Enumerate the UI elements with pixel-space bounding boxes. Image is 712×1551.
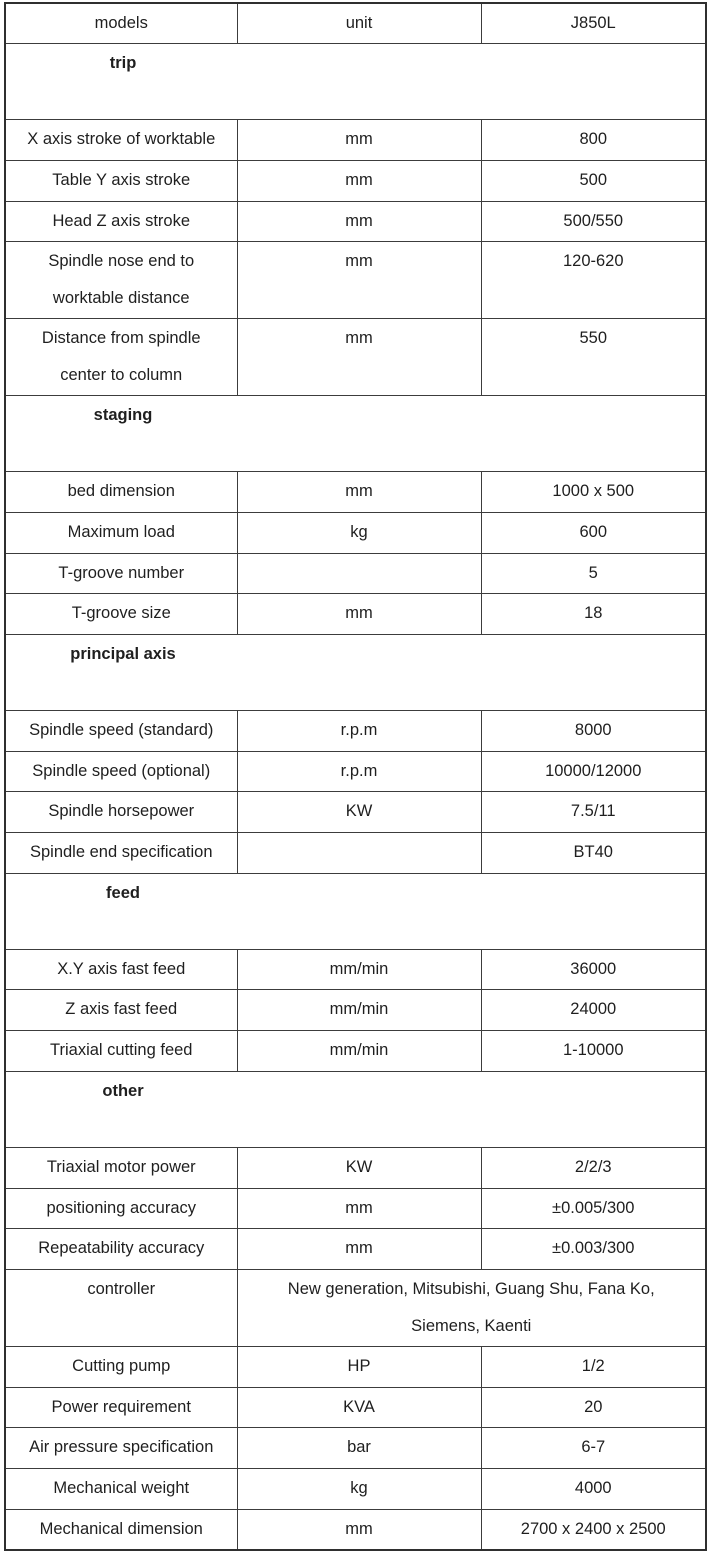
spec-label-cell [5,751,237,792]
table-row [5,990,706,1031]
spec-label-line: Spindle speed (standard) [29,721,214,739]
spec-label-cell [5,1468,237,1509]
spec-value-cell [481,319,706,396]
spec-label-line: X axis stroke of worktable [27,130,216,149]
spec-label-line: Triaxial cutting feed [50,1041,193,1060]
section-cell [5,635,706,711]
spec-value-cell [481,751,706,792]
spec-label-line: Spindle nose end to [48,252,195,271]
spec-label-cell [5,1147,237,1188]
spec-unit-cell: HP [237,1346,481,1387]
spec-label-cell [5,792,237,833]
spec-label-line: Cutting pump [72,1356,171,1375]
spec-value-cell [481,512,706,553]
spec-unit-cell: mm [237,160,481,201]
table-row [5,792,706,833]
spec-label-line: Maximum load [67,522,175,541]
spec-value-cell [481,1031,706,1072]
spec-value-cell [481,711,706,752]
table-row [5,1229,706,1270]
spec-value-line: 2/2/3 [574,1157,612,1176]
spec-label-line: worktable distance [52,289,190,308]
table-row [5,1031,706,1072]
section-label: principal axis [70,645,176,663]
spec-table-body [5,3,706,1550]
spec-value-line: New generation, Mitsubishi, Guang Shu, Fana Ko, [287,1279,655,1298]
section-row [5,873,706,949]
spec-label-line: Mechanical weight [53,1478,190,1497]
spec-value-cell [481,1509,706,1550]
table-row [5,594,706,635]
spec-value-line: 120-620 [562,252,624,271]
spec-value-line: 24000 [570,1000,617,1019]
spec-label-line: Spindle end specification [29,843,213,862]
spec-value-line: 550 [579,329,608,348]
spec-label-line: Mechanical dimension [39,1519,203,1538]
spec-label-cell [5,553,237,594]
spec-value-cell [481,160,706,201]
spec-unit-cell: KW [237,1147,481,1188]
spec-unit-cell [237,833,481,874]
spec-label-line: Spindle speed (optional) [32,761,211,780]
table-row [5,553,706,594]
spec-unit-cell: r.p.m [237,711,481,752]
spec-label-line: Triaxial motor power [46,1157,196,1176]
spec-table [4,2,707,1551]
table-row [5,1509,706,1550]
spec-value-cell [481,553,706,594]
spec-value-line: 18 [584,604,603,623]
spec-value-line: 4000 [574,1478,612,1497]
spec-value-line: 20 [584,1397,603,1416]
spec-label-cell [5,1428,237,1469]
header-cell-models: models [5,3,237,44]
spec-value-cell [481,1147,706,1188]
spec-label-cell [5,711,237,752]
header-row [5,3,706,44]
spec-label-line: Spindle horsepower [48,802,195,821]
spec-unit-cell: KVA [237,1387,481,1428]
header-cell-unit: unit [237,3,481,44]
spec-label-line: Power requirement [51,1397,191,1416]
spec-unit-cell: mm/min [237,1031,481,1072]
spec-label-line: Repeatability accuracy [38,1239,205,1258]
spec-label-cell [5,594,237,635]
section-cell [5,396,706,472]
spec-value-cell [481,833,706,874]
spec-label-cell [5,1188,237,1229]
spec-value-line: 500 [579,170,608,189]
spec-value-cell [481,201,706,242]
spec-label-line: Table Y axis stroke [52,170,191,189]
section-label: staging [93,406,153,425]
spec-label-cell [5,1229,237,1270]
spec-unit-cell: mm [237,1509,481,1550]
spec-value-cell [481,1346,706,1387]
spec-value-line: ±0.003/300 [552,1239,635,1258]
spec-table-container [4,2,707,1551]
table-row [5,512,706,553]
spec-unit-cell [237,553,481,594]
spec-label-line: center to column [60,366,183,385]
table-row [5,160,706,201]
spec-unit-cell: kg [237,512,481,553]
spec-unit-cell: mm/min [237,990,481,1031]
spec-unit-cell: mm [237,242,481,319]
section-cell [5,1071,706,1147]
table-row [5,711,706,752]
spec-merged-value-cell [237,1269,706,1346]
spec-label-cell [5,319,237,396]
spec-unit-cell: bar [237,1428,481,1469]
table-row [5,319,706,396]
spec-label-line: Air pressure specification [29,1438,214,1457]
spec-label-line: T-groove size [71,604,171,623]
section-row [5,635,706,711]
spec-value-cell [481,472,706,513]
spec-label-cell [5,160,237,201]
section-row [5,396,706,472]
section-cell [5,44,706,120]
table-row [5,833,706,874]
spec-unit-cell: mm [237,1229,481,1270]
section-cell [5,873,706,949]
spec-label-cell [5,1269,237,1346]
spec-unit-cell: mm [237,319,481,396]
spec-value-line: ±0.005/300 [552,1198,635,1217]
spec-value-cell [481,792,706,833]
spec-label-cell [5,1031,237,1072]
spec-unit-cell: mm [237,201,481,242]
spec-value-line: 36000 [570,959,617,978]
spec-label-line: Head Z axis stroke [52,211,191,230]
table-row [5,1387,706,1428]
spec-value-line: 600 [579,522,608,541]
spec-value-line: 2700 x 2400 x 2500 [520,1519,666,1538]
spec-unit-cell: mm [237,472,481,513]
spec-label-line: T-groove number [58,563,185,582]
spec-value-cell [481,1188,706,1229]
spec-value-cell [481,990,706,1031]
spec-label-cell [5,201,237,242]
spec-label-line: positioning accuracy [46,1198,196,1217]
spec-label-cell [5,1387,237,1428]
spec-label-cell [5,990,237,1031]
spec-value-line: 1/2 [581,1356,605,1375]
spec-unit-cell: mm/min [237,949,481,990]
spec-value-line: 10000/12000 [545,761,642,780]
spec-value-cell [481,1387,706,1428]
spec-label-cell [5,949,237,990]
table-row [5,1188,706,1229]
spec-label-line: X.Y axis fast feed [57,959,186,978]
spec-value-line: 6-7 [581,1438,606,1457]
table-row [5,1269,706,1346]
spec-label-cell [5,1509,237,1550]
spec-value-cell [481,949,706,990]
spec-value-cell [481,120,706,161]
spec-unit-cell: r.p.m [237,751,481,792]
spec-value-line: 800 [579,130,608,149]
spec-value-line: 500/550 [563,211,624,230]
section-row [5,1071,706,1147]
spec-value-line: 1000 x 500 [552,482,635,501]
spec-label-cell [5,120,237,161]
section-label: other [102,1081,144,1100]
spec-label-line: Distance from spindle [41,329,201,348]
spec-value-line: BT40 [573,843,613,862]
spec-label-line: controller [87,1279,156,1298]
spec-label-cell [5,1346,237,1387]
table-row [5,1147,706,1188]
spec-unit-cell: mm [237,594,481,635]
spec-value-cell [481,1229,706,1270]
header-cell-model-value: J850L [481,3,706,44]
table-row [5,472,706,513]
table-row [5,201,706,242]
spec-value-cell [481,242,706,319]
spec-value-line: Siemens, Kaenti [411,1316,532,1335]
spec-unit-cell: mm [237,1188,481,1229]
spec-unit-cell: kg [237,1468,481,1509]
spec-value-line: 8000 [574,721,612,739]
table-row [5,949,706,990]
spec-value-line: 5 [588,563,598,582]
spec-label-cell [5,472,237,513]
table-row [5,1428,706,1469]
section-row [5,44,706,120]
section-label: feed [106,883,140,902]
table-row [5,120,706,161]
section-label: trip [109,54,137,73]
spec-unit-cell: mm [237,120,481,161]
spec-label-cell [5,833,237,874]
spec-label-line: Z axis fast feed [65,1000,178,1019]
spec-value-cell [481,1428,706,1469]
table-row [5,751,706,792]
table-row [5,242,706,319]
spec-value-cell [481,594,706,635]
spec-label-cell [5,242,237,319]
spec-value-line: 1-10000 [562,1041,624,1060]
spec-value-line: 7.5/11 [570,802,616,821]
spec-unit-cell: KW [237,792,481,833]
spec-value-cell [481,1468,706,1509]
spec-label-line: bed dimension [67,482,175,501]
table-row [5,1346,706,1387]
spec-label-cell [5,512,237,553]
table-row [5,1468,706,1509]
